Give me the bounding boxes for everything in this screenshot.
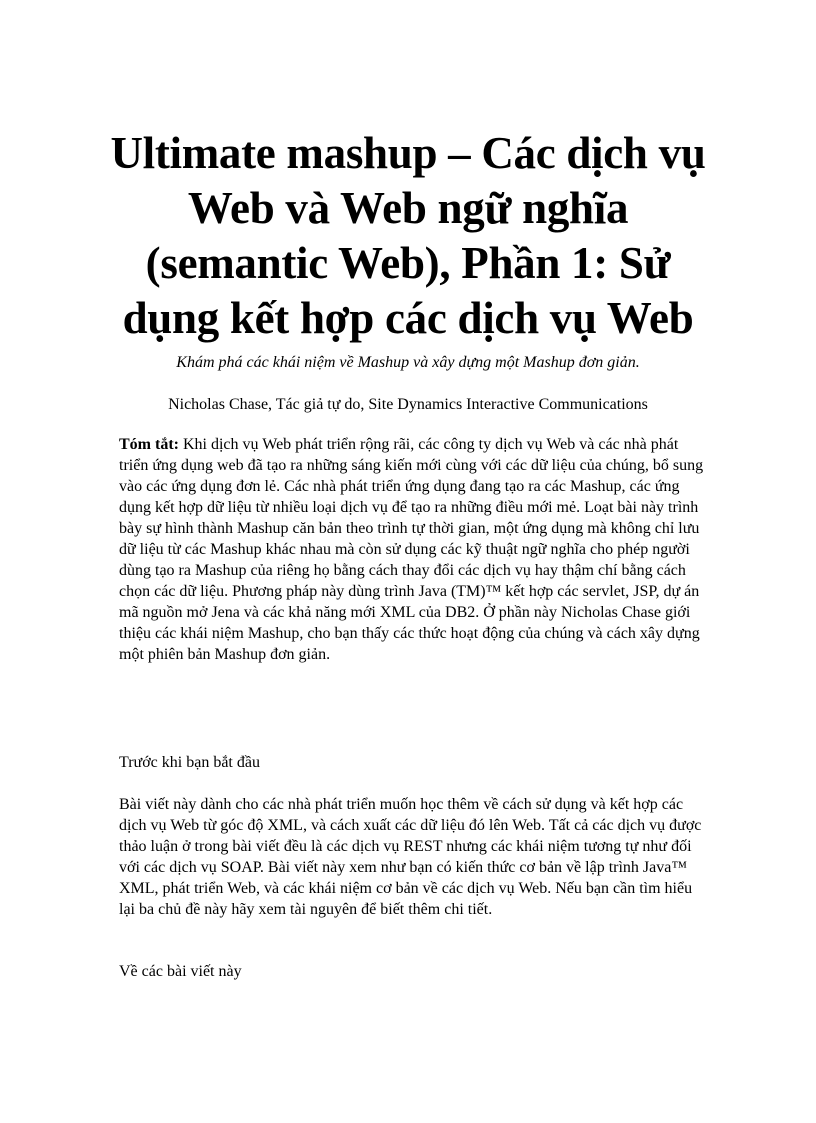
author-line: Nicholas Chase, Tác giả tự do, Site Dynamics Interactive Communications	[168, 396, 648, 413]
title-line-3: (semantic Web), Phần 1: Sử	[145, 238, 671, 288]
title-line-4: dụng kết hợp các dịch vụ Web	[122, 293, 694, 343]
title-line-2: Web và Web ngữ nghĩa	[187, 183, 629, 233]
document-subtitle: Khám phá các khái niệm về Mashup và xây dựng một Mashup đơn giản.	[176, 354, 640, 371]
before-you-start-paragraph: Bài viết này dành cho các nhà phát triển muốn học thêm về cách sử dụng và kết hợp các dịch vụ Web từ góc độ XML, và cách xuất các dữ liệu đó lên Web. Tất cả các dịch vụ được thảo luận ở trong bài viết đều là các dịch vụ REST nhưng các khái niệm tương tự như đối với các dịch vụ SOAP. Bài viết này xem như bạn có kiến thức cơ bản về lập trình Java™ XML, phát triển Web, và các khái niệm cơ bản về các dịch vụ Web. Nếu bạn cần tìm hiểu lại ba chủ đề này hãy xem tài nguyên để biết thêm chi tiết.	[119, 796, 702, 918]
document-title	[100, 126, 716, 346]
section-heading-before-you-start: Trước khi bạn bắt đầu	[119, 754, 260, 771]
section-heading-about-series: Về các bài viết này	[119, 963, 242, 980]
summary-paragraph	[119, 434, 709, 665]
summary-label: Tóm tắt:	[119, 436, 179, 453]
summary-text: Khi dịch vụ Web phát triển rộng rãi, các công ty dịch vụ Web và các nhà phát triển ứng dụng web đã tạo ra những sáng kiến mới cùng với các dữ liệu của chúng, bổ sung vào các ứng dụng đơn lẻ. Các nhà phát triển ứng dụng đang tạo ra các Mashup, các ứng dụng kết hợp dữ liệu từ nhiều loại dịch vụ để tạo ra những điều mới mẻ. Loạt bài này trình bày sự hình thành Mashup căn bản theo trình tự thời gian, một ứng dụng mà không chỉ lưu dữ liệu từ các Mashup khác nhau mà còn sử dụng các kỹ thuật ngữ nghĩa cho phép người dùng tạo ra Mashup của riêng họ bằng cách thay đổi các dịch vụ hay thậm chí bằng cách chọn các dữ liệu. Phương pháp này dùng trình Java (TM)™ kết hợp các servlet, JSP, dự án mã nguồn mở Jena và các khả năng mới XML của DB2. Ở phần này Nicholas Chase giới thiệu các khái niệm Mashup, cho bạn thấy các thức hoạt động của chúng và cách xây dựng một phiên bản Mashup đơn giản.	[119, 436, 704, 663]
title-line-1: Ultimate mashup – Các dịch vụ	[110, 128, 706, 178]
